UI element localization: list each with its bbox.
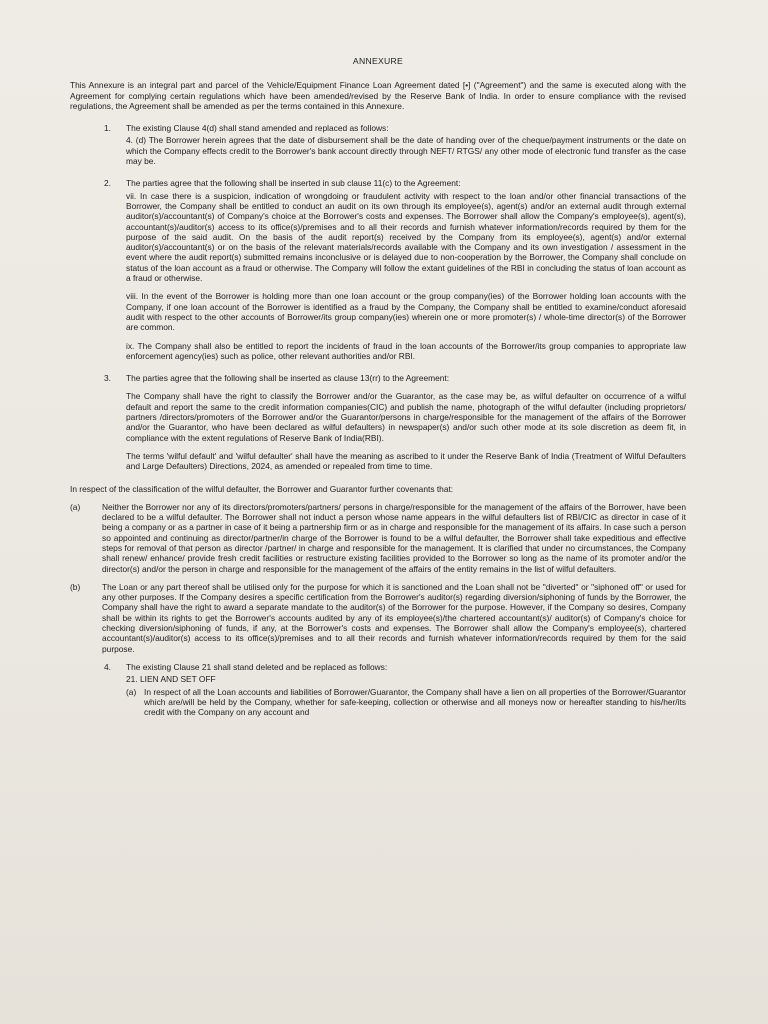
- covenant-b: [70, 582, 686, 654]
- clause-heading: The parties agree that the following shall be inserted as clause 13(rr) to the Agreement:: [126, 373, 450, 384]
- intro-paragraph: This Annexure is an integral part and parcel of the Vehicle/Equipment Finance Loan Agreement dated [•] ("Agreement") and the same is executed along with the Agreement for complying certain regulations which have been amended/revised by the Reserve Bank of India. In order to ensure compliance with the revised regulations, the Agreement shall be amended as per the terms contained in this Annexure.: [70, 80, 686, 111]
- covenant-text: The Loan or any part thereof shall be utilised only for the purpose for which it is sanctioned and the Loan shall not be "diverted" or "siphoned off" or used for any other purposes. If the Company desires a specific certification from the Borrower's auditor(s) regarding diversion/siphoning of funds by the Borrower, the Company shall have the right to award a separate mandate to the auditor(s) of the Borrower for the purpose. However, if the Company so desires, Company shall be within its rights to get the Borrower's accounts audited by any of its employee(s)/the chartered accountant(s)/ auditor(s) of Company's choice for checking diversion/siphoning of funds, if any, at the Borrower's costs and expenses. The Borrower shall allow the Company's employee(s), chartered accountant(s)/auditor(s) access to its office(s)/premises and to all their records and furnish whatever information/records required by them for the said purpose.: [102, 581, 686, 654]
- covenant-a: [70, 502, 686, 574]
- clause-heading: The parties agree that the following shall be inserted in sub clause 11(c) to the Agreement:: [126, 178, 461, 189]
- covenant-text: Neither the Borrower nor any of its directors/promoters/partners/ persons in charge/responsible for the management of the affairs of the Borrower, have been declared to be a wilful defaulter. The Borrower shall not induct a person whose name appears in the wilful defaulters list of RBI/CIC as director in case of it being a company or as a partner in case of it being a partnership firm or as in charge and responsible for the management of its affairs. In case such a person so appointed and continuing as director/partner/in charge of the Borrower is found to be a wilful defaulter, the Borrower shall take expeditious and effective steps for removal of that person as director /partner/ in charge and responsible for the management. It is clarified that under no circumstances, the Company shall renew/ enhance/ provide fresh credit facilities or restructure existing facilities provided to the Borrower so long as the name of its promoter and/or the director(s) and/or the person in charge and responsible for the management of the affairs of the entity remains in the list of wilful defaulters.: [102, 501, 686, 574]
- sub-clause-text: In respect of all the Loan accounts and liabilities of Borrower/Guarantor, the Company shall have a lien on all properties of the Borrower/Guarantor which are/will be held by the Company, whether for safe-keeping, collection or otherwise and all moneys now or hereafter standing to his/her/its credit with the Company on any account and: [144, 686, 686, 718]
- wilful-defaulter-paragraph: The Company shall have the right to classify the Borrower and/or the Guarantor, as the case may be, as wilful defaulter on occurrence of a wilful default and report the same to the credit information companies(CIC) and publish the name, photograph of the wilful defaulter (including proprietors/ partners /directors/promoters of the Borrower and/or the Guarantor/persons in charge/responsible for the management of the affairs of the Borrower and/or the Guarantor, who have been declared as wilful defaulters) in newspaper(s) and/or such other mode at its sole discretion as deem fit, in compliance with the extent regulations of Reserve Bank of India(RBI).: [126, 391, 686, 443]
- covenant-number: (a): [70, 501, 81, 512]
- clause-item-2: [70, 178, 686, 361]
- clause-heading: The existing Clause 21 shall stand deleted and be replaced as follows:: [126, 661, 388, 672]
- clause-number: 1.: [104, 123, 111, 134]
- covenants-intro: In respect of the classification of the wilful defaulter, the Borrower and Guarantor further covenants that:: [70, 483, 454, 494]
- clause-heading: The existing Clause 4(d) shall stand amended and replaced as follows:: [126, 123, 389, 134]
- clause-item-4: [70, 662, 686, 717]
- sub-clause-number: (a): [126, 686, 137, 697]
- sub-clause-a: [126, 687, 686, 718]
- sub-clause-viii: viii. In the event of the Borrower is holding more than one loan account or the group company(ies) of the Borrower holding loan accounts with the Company, if one loan account of the Borrower is identified as a fraud by the Company, the Company shall be entitled to examine/conduct aforesaid audit with respect to the other accounts of Borrower/its group company(ies) wherein one or more promoter(s) / whole-time director(s) of the Borrower are common.: [126, 291, 686, 333]
- sub-clause-heading: 21. LIEN AND SET OFF: [126, 674, 216, 685]
- annexure-document: [70, 56, 686, 729]
- clause-body: 4. (d) The Borrower herein agrees that the date of disbursement shall be the date of handing over of the cheque/payment instruments or the date on which the Company effects credit to the Borrower's bank account directly through NEFT/ RTGS/ any other mode of electronic fund transfer as the case may be.: [126, 135, 686, 167]
- clause-number: 4.: [104, 661, 111, 672]
- clause-number: 3.: [104, 373, 111, 384]
- clause-number: 2.: [104, 178, 111, 189]
- clause-item-1: [70, 123, 686, 166]
- sub-clause-vii: vii. In case there is a suspicion, indication of wrongdoing or fraudulent activity with respect to the loan and/or other financial transactions of the Borrower, the Company shall be entitled to conduct an audit on its own through its employee(s), agent(s) and/or an external audit through external auditor(s)/accountant(s) of Company's choice at the Borrower's costs and expenses. The Borrower shall allow the Company's employee(s), agent(s), accountant(s)/auditor(s) access to its office(s)/premises and to all their records and furnish whatever information/records required by them for the purpose of the said audit. On the basis of the audit report(s) received by the Company from its employee(s), agent(s) and/or external auditor(s)/accountant(s) or on the basis of the relevant materials/records available with the Company and its own investigation / assessment in the event where the audit report(s) submitted remains inconclusive or is delayed due to non-cooperation by the Borrower, the Company shall conclude on status of the loan account as a fraud or otherwise. The Company will follow the extant guidelines of the RBI in concluding the status of loan account as a fraud or otherwise.: [126, 190, 686, 284]
- document-title: ANNEXURE: [352, 56, 404, 66]
- sub-clause-ix: ix. The Company shall also be entitled to report the incidents of fraud in the loan accounts of the Borrower/its group companies to appropriate law enforcement agency(ies) such as police, other relevant authorities and/or RBI.: [126, 340, 686, 361]
- covenant-number: (b): [70, 581, 81, 592]
- clause-item-3: [70, 373, 686, 471]
- definition-paragraph: The terms 'wilful default' and 'wilful defaulter' shall have the meaning as ascribed to it under the Reserve Bank of India (Treatment of Wilful Defaulters and Large Defaulters) Directions, 2024, as amended or repealed from time to time.: [126, 450, 686, 472]
